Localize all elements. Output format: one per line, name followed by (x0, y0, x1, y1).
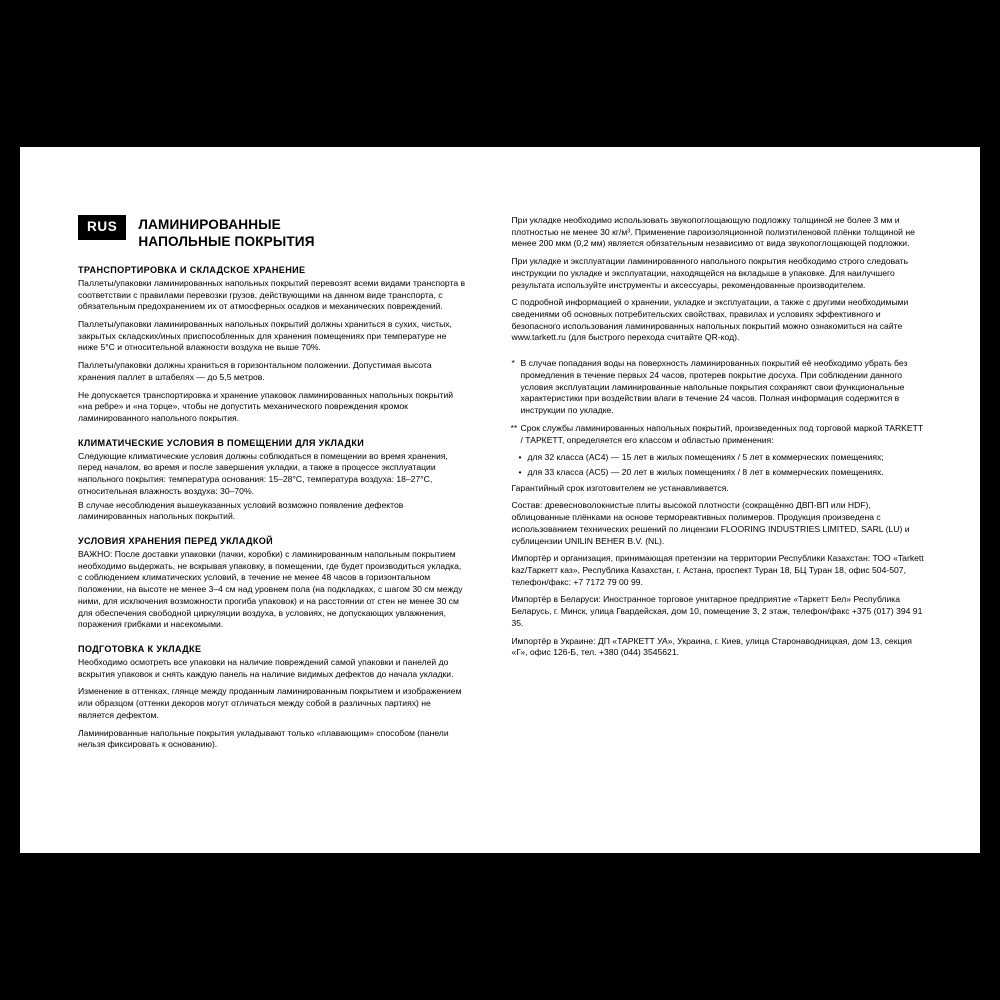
paragraph: Ламинированные напольные покрытия укладывают только «плавающим» способом (панели нельзя фиксировать к основанию). (78, 727, 449, 750)
section-heading-preparation: ПОДГОТОВКА К УКЛАДКЕ (78, 644, 202, 655)
footnote-marker: * (511, 358, 515, 369)
right-column (511, 215, 926, 757)
list-item: • для 33 класса (AC5) — 20 лет в жилых помещениях / 8 лет в коммерческих помещениях. (527, 467, 926, 479)
section-heading-storage-before-install: УСЛОВИЯ ХРАНЕНИЯ ПЕРЕД УКЛАДКОЙ (78, 536, 274, 546)
paragraph: Паллеты/упаковки должны храниться в горизонтальном положении. Допустимая высота хранения паллет в штабелях — до 5,5 метров. (78, 360, 432, 382)
paragraph: Паллеты/упаковки ламинированных напольных покрытий перевозят всеми видами транспорта в соответствии с правилами перевозки грузов, действующими на данном виде транспорта, с обязательным предохранением их от атмосферных осадков и механических повреждений. (78, 277, 466, 312)
footnote-marker: ** (510, 422, 518, 433)
paragraph: При укладке необходимо использовать звукопоглощающую подложку толщиной не более 3 мм и плотностью не менее 30 кг/м³. Применение пароизоляционной полиэтиленовой плёнки толщиной не менее 200 мкм (0,2 мм) является обязательным независимо от вида звукопоглощающей подложки. (511, 215, 915, 249)
paragraph: Гарантийный срок изготовителем не устанавливается. (511, 482, 729, 493)
spacer (511, 350, 926, 358)
paragraph: Импортёр в Украине: ДП «ТАРКЕТТ УА», Украина, г. Киев, улица Старонаводницкая, дом 13, секция «Г», офис 126-Б, тел. +380 (044) 3545621. (511, 635, 912, 658)
paragraph: Следующие климатические условия должны соблюдаться в помещении во время хранения, перед началом, во время и после завершения укладки, а также в процессе эксплуатации напольного покрытия: температура основания: 15–28°С, температура воздуха: 18–27°С, относительная влажность воздуха: 30–70%. (78, 450, 448, 496)
service-life-list (511, 452, 926, 478)
paragraph: Импортёр и организация, принимающая претензии на территории Республики Казахстан: ТОО «Tarkett kaz/Таркетт каз», Республика Казахстан, г. Астана, проспект Туран 18, БЦ Туран 18, офис 504-507, телефон/факс: +7 7172 79 00 99. (511, 553, 924, 587)
paragraph: Необходимо осмотреть все упаковки на наличие повреждений самой упаковки и панелей до вскрытия упаковок и снять каждую панель на наличие видимых дефектов до начала укладки. (78, 657, 454, 679)
paragraph: Не допускается транспортировка и хранение упаковок ламинированных напольных покрытий «на ребре» и «на торце», чтобы не допустить механического повреждения кромок ламинированного напольного покрытия. (78, 389, 454, 423)
document-page (20, 147, 980, 853)
paragraph: В случае несоблюдения вышеуказанных условий возможно появление дефектов ламинированных напольных покрытий. (78, 499, 404, 522)
section-heading-transport: ТРАНСПОРТИРОВКА И СКЛАДСКОЕ ХРАНЕНИЕ (78, 264, 306, 275)
footnote-double-asterisk (511, 423, 926, 446)
language-badge: RUS (78, 215, 126, 240)
document-header (78, 215, 465, 251)
paragraph: При укладке и эксплуатации ламинированного напольного покрытия необходимо строго следовать инструкции по укладке и эксплуатации, находящейся на вкладыше в упаковке. Для наилучшего результата используйте инструменты и аксессуары, рекомендованные производителем. (511, 256, 909, 290)
paragraph: Изменение в оттенках, глянце между проданным ламинированным покрытием и изображением или образцом (оттенки декоров могут отличаться между собой в различных партиях) не является дефектом. (78, 686, 462, 720)
paragraph: Паллеты/упаковки ламинированных напольных покрытий должны храниться в сухих, чистых, закрытых складских/иных приспособленных для хранения помещениях при температуре не ниже 5°С и относительной влажности воздуха не выше 70%. (78, 318, 452, 353)
page-title-line-1: ЛАМИНИРОВАННЫЕ (138, 217, 281, 232)
paragraph: Состав: древесноволокнистые плиты высокой плотности (сокращённо ДВП-ВП или HDF), облицованные плёнками на основе термореактивных полимеров. Продукция произведена с использованием технических решений по лицензии FLOORING INDUSTRIES LIMITED, SARL (LU) и сублицензии UNILIN BEHER B.V. (NL). (511, 500, 910, 546)
footnote-single-asterisk (511, 358, 926, 417)
footnote-text: В случае попадания воды на поверхность ламинированных покрытий её необходимо убрать без промедления в течение первых 24 часов, протерев покрытие досуха. При соблюдении данного условия эксплуатации ламинированные напольные покрытия сохраняют свои функциональные характеристики при воздействии влаги в течение 24 часов. Полная информация содержится в инструкции по укладке. (520, 358, 908, 416)
section-heading-climate: КЛИМАТИЧЕСКИЕ УСЛОВИЯ В ПОМЕЩЕНИИ ДЛЯ УКЛАДКИ (78, 437, 365, 448)
paragraph: Импортёр в Беларуси: Иностранное торговое унитарное предприятие «Таркетт Бел» Республика Беларусь, г. Минск, улица Гвардейская, дом 10, помещение 3, 2 этаж, телефон/факс +375 (017) 394 91 35. (511, 594, 923, 628)
paragraph: С подробной информацией о хранении, укладке и эксплуатации, а также с другими необходимыми сведениями об основных потребительских свойствах, правилах и условиях эффективного и безопасного использования ламинированных напольных покрытий можно ознакомиться на сайте www.tarkett.ru (для быстрого перехода считайте QR-код). (511, 297, 909, 343)
footnote-text: Срок службы ламинированных напольных покрытий, произведенных под торговой маркой TARKETT / ТАРКЕТТ, определяется его классом и областью применения: (520, 422, 923, 445)
list-item: • для 32 класса (AC4) — 15 лет в жилых помещениях / 5 лет в коммерческих помещениях; (527, 452, 926, 464)
page-title (138, 215, 314, 251)
document-body (78, 215, 926, 757)
page-title-line-2: НАПОЛЬНЫЕ ПОКРЫТИЯ (138, 234, 315, 250)
paragraph: ВАЖНО: После доставки упаковки (пачки, коробки) с ламинированным напольным покрытием необходимо выдержать, не вскрывая упаковку, в помещении, где будет производиться укладка, с соблюдением климатических условий, в течение не менее 48 часов в горизонтальном положении, на высоте не менее 3–4 см над уровнем пола (на подкладках, с шагом 30 см между ними, для исключения возможности прогиба упаковок) и на расстоянии от стен не менее 30 см для обеспечения свободной циркуляции воздуха, в условиях, не допускающих увлажнения, поражения грибками и насекомыми. (78, 549, 463, 630)
left-column (78, 215, 465, 757)
